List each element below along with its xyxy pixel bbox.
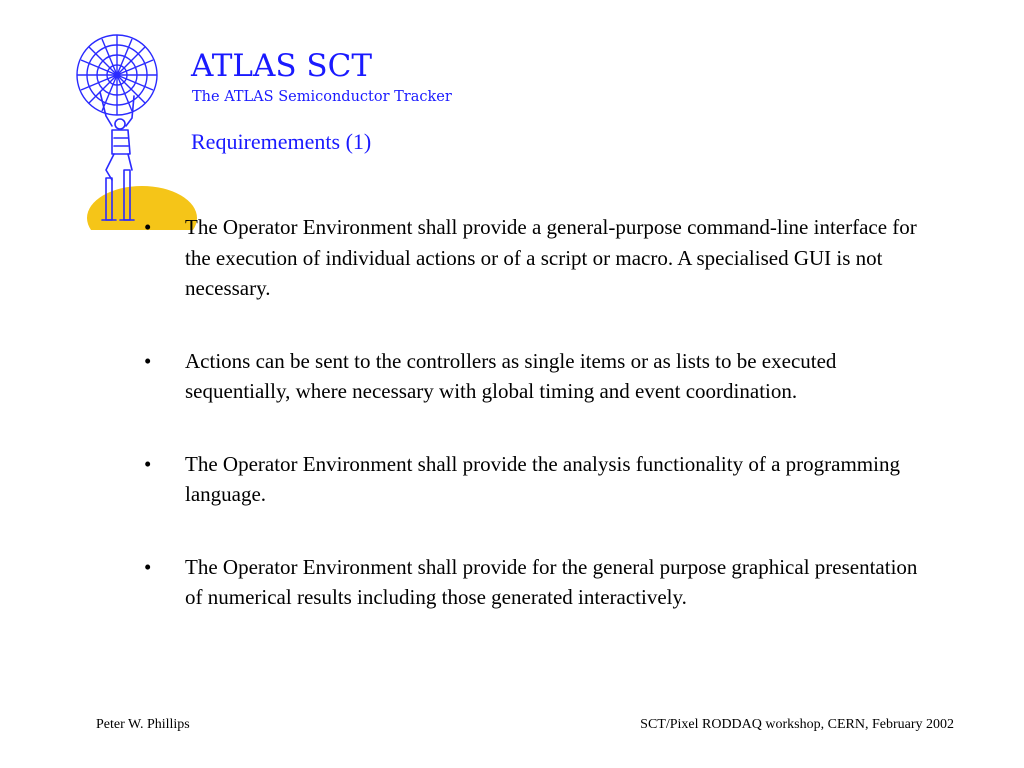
bullet-icon: • <box>144 451 152 476</box>
requirement-text: The Operator Environment shall provide the analysis functionality of a programming language. <box>185 451 900 506</box>
requirement-item <box>140 552 930 613</box>
slide-title: Requiremements (1) <box>191 129 372 154</box>
bullet-icon: • <box>144 215 152 239</box>
atlas-logo-icon <box>72 30 202 230</box>
requirement-item <box>140 449 930 510</box>
requirement-text: The Operator Environment shall provide a general-purpose command-line interface for the execution of individual actions or of a script or macro. A specialised GUI is not necessary. <box>185 215 917 300</box>
globe-icon <box>77 35 157 115</box>
requirement-text: Actions can be sent to the controllers as single items or as lists to be executed sequentially, where necessary with global timing and event coordination. <box>185 348 837 403</box>
requirement-text: The Operator Environment shall provide for the general purpose graphical presentation of numerical results including those generated interactively. <box>185 554 918 609</box>
logo-title: ATLAS SCT <box>191 48 373 84</box>
requirement-item <box>140 212 930 304</box>
footer-event: SCT/Pixel RODDAQ workshop, CERN, February 2002 <box>640 717 954 732</box>
requirements-list <box>140 212 930 655</box>
logo-subtitle: The ATLAS Semiconductor Tracker <box>192 89 452 105</box>
requirement-item <box>140 346 930 407</box>
bullet-icon: • <box>144 554 152 579</box>
bullet-icon: • <box>144 348 152 373</box>
footer-author: Peter W. Phillips <box>96 717 190 732</box>
